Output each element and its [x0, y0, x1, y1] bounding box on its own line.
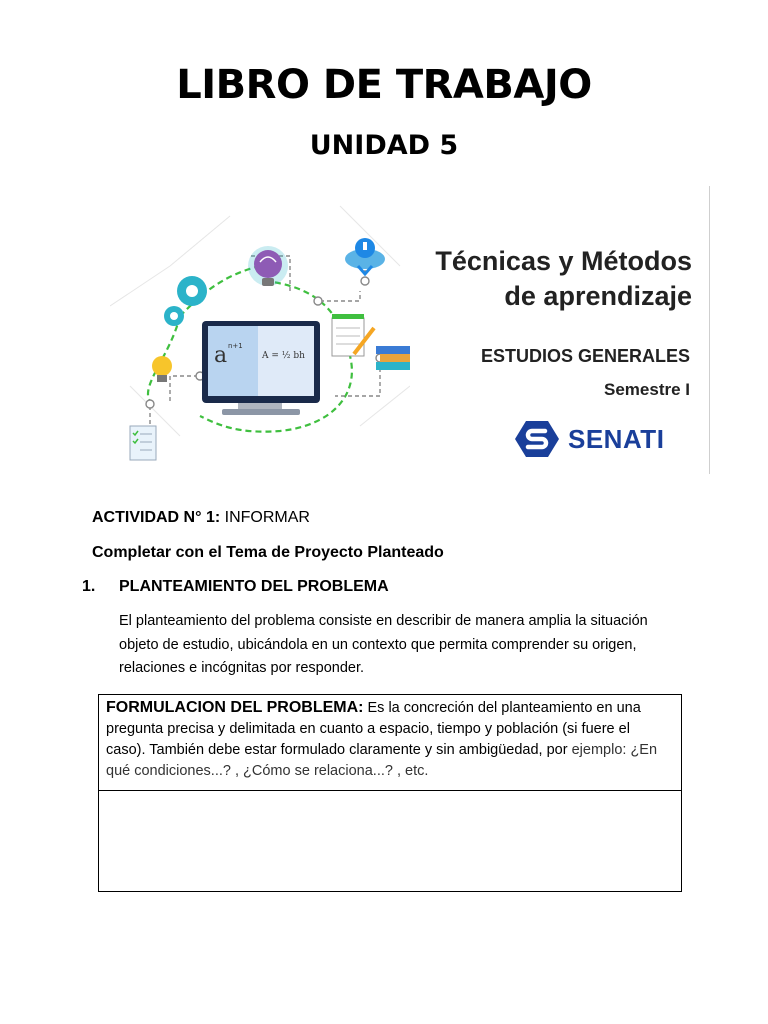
activity-label: ACTIVIDAD N° 1:	[92, 509, 221, 526]
activity-line	[92, 509, 310, 527]
lightbulb-icon	[152, 356, 172, 382]
monitor-icon	[202, 321, 320, 415]
svg-text:n+1: n+1	[228, 342, 243, 350]
section-body: El planteamiento del problema consiste en describir de manera amplia la situación objeto de estudio, ubicándola en un contexto que permita comprender su origen, relaciones e incógnitas por responder.	[119, 613, 648, 676]
senati-logo-icon	[514, 419, 560, 459]
svg-text:A = ½ bh: A = ½ bh	[262, 351, 305, 361]
checklist-icon	[130, 426, 156, 460]
svg-text:a: a	[214, 343, 228, 368]
notebook-icon	[332, 314, 374, 356]
course-title-line2: de aprendizaje	[504, 281, 692, 311]
program-label: ESTUDIOS GENERALES	[480, 346, 690, 366]
brand-name: SENATI	[568, 424, 665, 454]
formulation-label: FORMULACION DEL PROBLEMA:	[106, 699, 364, 716]
cloud-download-icon	[345, 238, 385, 274]
formulation-description	[99, 695, 681, 791]
section-heading	[82, 578, 389, 596]
instruction-text: Completar con el Tema de Proyecto Planteado	[92, 544, 444, 561]
brain-bulb-icon	[248, 246, 288, 286]
activity-value: INFORMAR	[220, 509, 310, 526]
course-title	[435, 244, 692, 314]
formulation-answer-area[interactable]	[99, 791, 681, 891]
course-banner	[110, 186, 710, 474]
semester-label: Semestre I	[604, 380, 690, 399]
document-subtitle: UNIDAD 5	[309, 130, 459, 161]
document-title: LIBRO DE TRABAJO	[176, 62, 592, 108]
section-number: 1.	[82, 578, 96, 595]
formulation-text: Es la concreción del planteamiento en una pregunta precisa y delimitada en cuanto a espacio, tiempo y población (si fuere el caso). También debe estar formulado claramente y sin ambigüedad, por	[106, 700, 641, 758]
books-icon	[376, 346, 410, 370]
formulation-example: ejemplo: ¿En qué condiciones...? , ¿Cómo se relaciona...? , etc.	[106, 742, 658, 779]
banner-edge	[709, 186, 710, 474]
course-title-line1: Técnicas y Métodos	[435, 246, 692, 276]
section-title: PLANTEAMIENTO DEL PROBLEMA	[119, 578, 389, 595]
formulation-box	[98, 694, 682, 892]
learning-illustration	[110, 186, 410, 474]
gear-icon	[164, 276, 207, 326]
